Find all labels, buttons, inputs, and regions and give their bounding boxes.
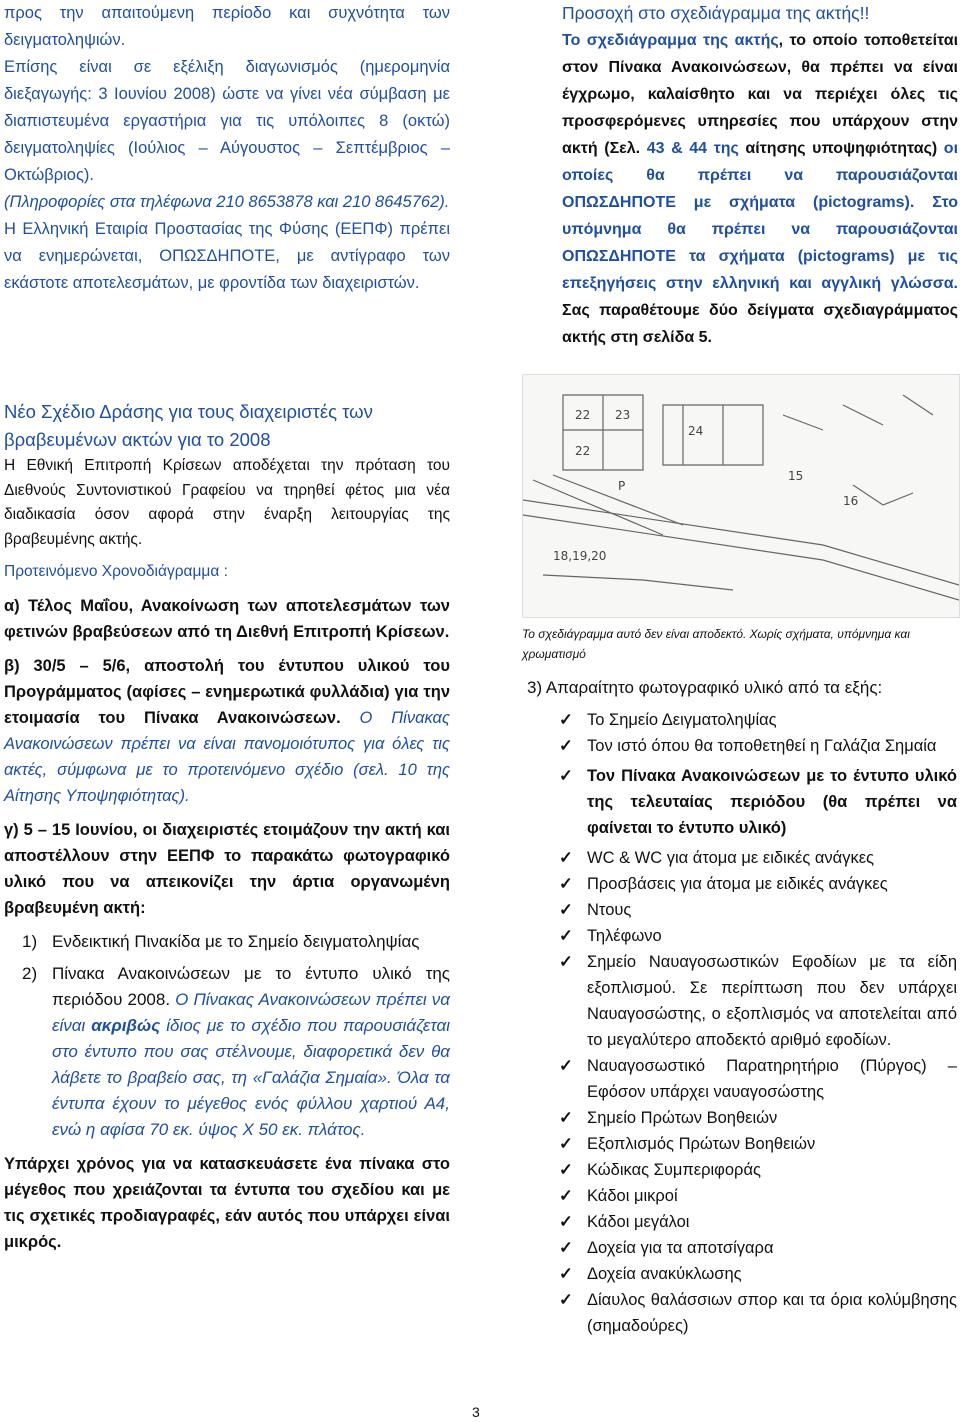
checkmark-icon: ✓ <box>559 1239 573 1257</box>
checklist-item <box>527 763 957 841</box>
sketch-label: 22 <box>575 444 591 458</box>
checklist-item-text: Ναυαγοσωστικό Παρατηρητήριο (Πύργος) – Εφόσον υπάρχει ναυαγοσώστης <box>587 1057 957 1101</box>
step-b-italic: Ο Πίνακας Ανακοινώσεων πρέπει να είναι πανομοιότυπος για όλες τις ακτές, σύμφωνα με το προτεινόμενο σχέδιο (σελ. 10 της Αίτησης Υποψηφιότητας). <box>4 708 450 805</box>
checklist-item <box>527 1183 957 1209</box>
list-item-italic: Ο Πίνακας Ανακοινώσεων πρέπει να είναι <box>52 989 450 1035</box>
checklist-item <box>527 871 957 897</box>
sketch-label: P <box>618 479 626 493</box>
list-number: 1) <box>22 931 38 951</box>
paragraph-sampling-period: προς την απαιτούμενη περίοδο και συχνότητα των δειγματοληψιών. <box>4 4 450 49</box>
checklist-item <box>527 1209 957 1235</box>
checkmark-icon: ✓ <box>559 1291 573 1309</box>
checklist-item <box>527 1261 957 1287</box>
checklist-item <box>527 923 957 949</box>
paragraph-phone-info: (Πληροφορίες στα τηλέφωνα 210 8653878 και 210 8645762). <box>4 193 450 211</box>
sketch-label: 18,19,20 <box>553 549 607 563</box>
checklist-item <box>527 1105 957 1131</box>
checklist-item <box>527 1053 957 1105</box>
checklist-item-text: Προσβάσεις για άτομα με ειδικές ανάγκες <box>587 875 888 893</box>
checklist-item <box>527 733 957 759</box>
checklist-item-text: Σημείο Πρώτων Βοηθειών <box>587 1109 778 1127</box>
list-item-italic-2: ίδιος με το σχέδιο που παρουσιάζεται στο έντυπο που σας στέλνουμε, διαφορετικά δεν θα λάβετε το βραβείο σας, τη «Γαλάζια Σημαία». Όλα τα έντυπα έχουν το μέγεθος ενός φύλλου χαρτιού Α4, ενώ η αφίσα 70 εκ. ύψος Χ 50 εκ. πλάτος. <box>52 1015 450 1139</box>
sketch-label: 15 <box>788 469 804 483</box>
list-item <box>4 929 450 955</box>
sketch-label: 22 <box>575 408 591 422</box>
intro-paragraph: Η Εθνική Επιτροπή Κρίσεων αποδέχεται την πρόταση του Διεθνούς Συντονιστικού Γραφείου να τηρηθεί φέτος μια νέα διαδικασία όσον αφορά στην έναρξη λειτουργίας της βραβευμένης ακτής. <box>4 457 450 548</box>
checklist-item-text: Τηλέφωνο <box>587 927 662 945</box>
paragraph-tender: Επίσης είναι σε εξέλιξη διαγωνισμός (ημερομηνία διεξαγωγής: 3 Ιουνίου 2008) ώστε να γίνει νέα σύμβαση με διαπιστευμένα εργαστήρια για τις υπόλοιπες 8 (οκτώ) δειγματοληψίες (Ιούλιος – Αύγουστος – Σεπτέμβριος – Οκτώβριος). <box>4 58 450 184</box>
checklist-item <box>527 897 957 923</box>
schedule-label: Προτεινόμενο Χρονοδιάγραμμα : <box>4 563 228 580</box>
checklist-item-text: Σημείο Ναυαγοσωστικών Εφοδίων με τα είδη εξοπλισμού. Σε περίπτωση που δεν υπάρχει Ναυαγοσώστης, ο εξοπλισμός να αποτελείται από το μεγαλύτερο αποδεκτό αριθμό εφοδίων. <box>587 953 957 1049</box>
sketch-label: 24 <box>688 424 704 438</box>
checklist-item <box>527 707 957 733</box>
closing-paragraph: Υπάρχει χρόνος για να κατασκευάσετε ένα πίνακα στο μέγεθος που χρειάζονται τα έντυπα του σχεδίου και με τις σχετικές προδιαγραφές, εάν αυτός που υπάρχει είναι μικρός. <box>4 1154 450 1251</box>
step-b-bold: β) 30/5 – 5/6, αποστολή του έντυπου υλικού του Προγράμματος (αφίσες – ενημερωτικά φυλλάδια) για την ετοιμασία του Πίνακα Ανακοινώσεων. <box>4 656 450 727</box>
right-bottom-section <box>527 675 957 1339</box>
checklist-item-text: Κάδοι μικροί <box>587 1187 678 1205</box>
checkmark-icon: ✓ <box>559 901 573 919</box>
checklist-item-text: Δοχεία για τα αποτσίγαρα <box>587 1239 774 1257</box>
checklist-item-text: Το Σημείο Δειγματοληψίας <box>587 711 777 729</box>
checkmark-icon: ✓ <box>559 875 573 893</box>
photo-material-heading: 3) Απαραίτητο φωτογραφικό υλικό από τα εξής: <box>527 678 883 697</box>
sketch-text-1: Το σχεδιάγραμμα της ακτής <box>562 32 779 49</box>
right-top-section <box>562 0 958 351</box>
list-item-text: Ενδεικτική Πινακίδα με το Σημείο δειγματοληψίας <box>52 931 420 951</box>
checklist-item-text: Δοχεία ανακύκλωσης <box>587 1265 742 1283</box>
checklist-item-text: Τον ιστό όπου θα τοποθετηθεί η Γαλάζια Σημαία <box>587 737 937 755</box>
checkmark-icon: ✓ <box>559 1213 573 1231</box>
checklist-item-text: Κώδικας Συμπεριφοράς <box>587 1161 761 1179</box>
checklist-item <box>527 949 957 1053</box>
sketch-text-2: , το οποίο τοποθετείται στον Πίνακα Ανακοινώσεων, θα πρέπει να είναι έγχρωμο, καλαίσθητο και να περιέχει όλες τις προσφερόμενες υπηρεσίες που υπάρχουν στην ακτή (Σελ. <box>562 32 959 157</box>
checklist-item-text: Εξοπλισμός Πρώτων Βοηθειών <box>587 1135 816 1153</box>
checkmark-icon: ✓ <box>559 1057 573 1075</box>
numbered-list <box>4 929 450 1143</box>
list-item-text: Πίνακα Ανακοινώσεων με το έντυπο υλικό της περιόδου 2008. <box>52 963 450 1009</box>
checklist-item <box>527 1131 957 1157</box>
sketch-text-5: οι οποίες θα πρέπει να παρουσιάζονται ΟΠΩΣΔΗΠΟΤΕ με σχήματα (pictograms). Στο υπόμνημα θα πρέπει να παρουσιάζονται ΟΠΩΣΔΗΠΟΤΕ τα σχήματα (pictograms) με τις επεξηγήσεις στην ελληνική και αγγλική γλώσσα. <box>562 140 959 292</box>
checkmark-icon: ✓ <box>559 711 573 729</box>
checkmark-icon: ✓ <box>559 927 573 945</box>
action-plan-heading: Νέο Σχέδιο Δράσης για τους διαχειριστές των βραβευμένων ακτών για το 2008 <box>4 401 373 450</box>
schedule-step-b <box>4 653 450 809</box>
checklist-item <box>527 1157 957 1183</box>
checkmark-icon: ✓ <box>559 1109 573 1127</box>
checkmark-icon: ✓ <box>559 737 573 755</box>
left-top-section <box>4 0 450 297</box>
beach-sketch-image <box>522 374 960 618</box>
schedule-step-c: γ) 5 – 15 Ιουνίου, οι διαχειριστές ετοιμάζουν την ακτή και αποστέλλουν στην ΕΕΠΦ το παρακάτω φωτογραφικό υλικό που να απεικονίζει την άρτια οργανωμένη βραβευμένη ακτή: <box>4 820 450 917</box>
checkmark-icon: ✓ <box>559 953 573 971</box>
schedule-step-a: α) Τέλος Μαΐου, Ανακοίνωση των αποτελεσμάτων των φετινών βραβεύσεων από τη Διεθνή Επιτροπή Κρίσεων. <box>4 596 450 641</box>
sketch-text-3: 43 & 44 της <box>640 140 746 157</box>
checkmark-icon: ✓ <box>559 1187 573 1205</box>
sketch-caption: Το σχεδιάγραμμα αυτό δεν είναι αποδεκτό. Χωρίς σχήματα, υπόμνημα και χρωματισμό <box>522 627 910 661</box>
checkmark-icon: ✓ <box>559 767 573 785</box>
checklist-item-text: Δίαυλος θαλάσσιων σπορ και τα όρια κολύμβησης (σημαδούρες) <box>587 1291 957 1335</box>
list-number: 2) <box>22 963 38 983</box>
checklist-item-text: WC & WC για άτομα με ειδικές ανάγκες <box>587 849 875 867</box>
checkmark-icon: ✓ <box>559 849 573 867</box>
checklist-item-text: Κάδοι μεγάλοι <box>587 1213 690 1231</box>
checklist-item <box>527 845 957 871</box>
page-number: 3 <box>472 1404 480 1420</box>
list-item <box>4 961 450 1143</box>
checkmark-icon: ✓ <box>559 1135 573 1153</box>
checkmark-icon: ✓ <box>559 1265 573 1283</box>
sketch-label: 23 <box>615 408 631 422</box>
list-item-emphasis: ακριβώς <box>91 1015 161 1035</box>
paragraph-eepf-info: Η Ελληνική Εταιρία Προστασίας της Φύσης (ΕΕΠΦ) πρέπει να ενημερώνεται, ΟΠΩΣΔΗΠΟΤΕ, με αντίγραφο των εκάστοτε αποτελεσμάτων, με φροντίδα των διαχειριστών. <box>4 220 450 292</box>
beach-sketch-heading: Προσοχή στο σχεδιάγραμμα της ακτής!! <box>562 3 870 23</box>
sketch-text-4: αίτησης υποψηφιότητας) <box>745 140 938 157</box>
checklist-item <box>527 1287 957 1339</box>
checkmark-icon: ✓ <box>559 1161 573 1179</box>
checklist-item-text: Τον Πίνακα Ανακοινώσεων με το έντυπο υλικό της τελευταίας περιόδου (θα πρέπει να φαίνεται το έντυπο υλικό) <box>587 767 957 837</box>
beach-sketch-paragraph <box>562 27 958 351</box>
sketch-label: 16 <box>843 494 859 508</box>
sketch-text-6: Σας παραθέτουμε δύο δείγματα σχεδιαγράμματος ακτής στη σελίδα 5. <box>562 302 958 346</box>
photo-checklist <box>527 707 957 1339</box>
checklist-item <box>527 1235 957 1261</box>
checklist-item-text: Ντους <box>587 901 632 919</box>
left-bottom-section <box>4 398 450 1263</box>
